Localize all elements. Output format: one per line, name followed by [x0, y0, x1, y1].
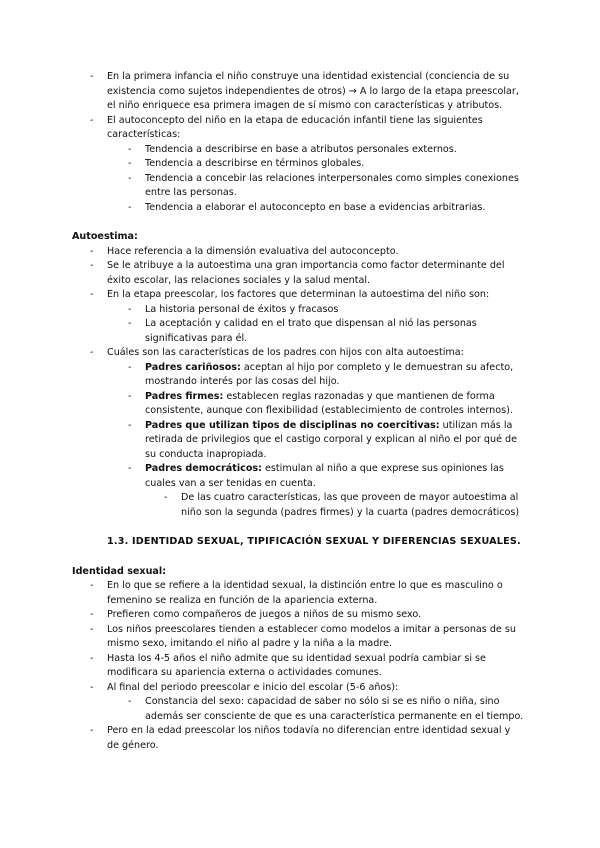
bullet-dash: - — [90, 245, 94, 257]
bullet-dash: - — [90, 609, 94, 620]
list-item — [0, 303, 600, 318]
item-text: Pero en la edad preescolar los niños todavía no diferencian entre identidad sexual y de género. — [107, 725, 511, 751]
item-text: Los niños preescolares tienden a establecer como modelos a imitar a personas de su mismo sexo, imitando el niño al padre y la niña a la madre. — [107, 623, 516, 649]
item-text: La historia personal de éxitos y fracasos — [145, 303, 339, 315]
item-text: De las cuatro características, las que proveen de mayor autoestima al niño son la segunda (padres firmes) y la cuarta (padres democráticos) — [181, 492, 520, 518]
list-item — [0, 259, 600, 288]
list-item — [0, 462, 600, 491]
list-item — [0, 652, 600, 681]
list-item — [0, 695, 600, 724]
autoestima-heading: Autoestima: — [72, 231, 138, 242]
bullet-dash: - — [128, 201, 132, 213]
bullet-dash: - — [90, 260, 94, 271]
identidad-heading: Identidad sexual: — [72, 565, 167, 577]
item-term: Padres que utilizan tipos de disciplinas no coercitivas: — [145, 419, 440, 431]
item-term: Padres cariñosos: — [145, 361, 241, 373]
list-item — [0, 317, 600, 346]
item-term: Padres firmes: — [145, 390, 224, 402]
item-text: utilizan más la retirada de privilegios que el castigo corporal y explican al niño el por qué de su conducta inapropiada. — [145, 419, 518, 460]
bullet-dash: - — [128, 390, 132, 402]
item-text: Tendencia a describirse en términos globales. — [145, 158, 365, 169]
list-item — [0, 143, 600, 158]
list-item — [0, 70, 600, 114]
list-item — [0, 608, 600, 623]
list-item — [0, 579, 600, 608]
item-text: estimulan al niño a que exprese sus opiniones las cuales van a ser tenidas en cuenta. — [145, 463, 504, 489]
item-text: En la etapa preescolar, los factores que determinan la autoestima del niño son: — [107, 289, 490, 300]
list-item — [0, 623, 600, 652]
bullet-dash: - — [128, 361, 132, 373]
bullet-dash: - — [90, 71, 94, 82]
list-item — [0, 201, 600, 216]
item-text: La aceptación y calidad en el trato que dispensan al nió las personas significativas para él. — [145, 318, 477, 344]
bullet-dash: - — [90, 580, 94, 591]
item-text: Tendencia a elaborar el autoconcepto en base a evidencias arbitrarias. — [145, 201, 486, 213]
bullet-dash: - — [128, 419, 132, 431]
bullet-dash: - — [90, 681, 94, 693]
list-item — [0, 724, 600, 753]
bullet-dash: - — [90, 725, 94, 736]
section-title: 1.3. IDENTIDAD SEXUAL, TIPIFICACIÓN SEXUAL Y DIFERENCIAS SEXUALES. — [107, 536, 521, 547]
bullet-dash: - — [128, 143, 132, 155]
list-item — [0, 346, 600, 361]
item-text: aceptan al hijo por completo y le demuestran su afecto, mostrando interés por las cosas del hijo. — [145, 361, 514, 387]
item-text: Al final del periodo preescolar e inicio del escolar (5-6 años): — [107, 681, 399, 693]
item-text: Tendencia a describirse en base a atributos personales externos. — [145, 143, 457, 155]
item-text: Constancia del sexo: capacidad de saber no sólo si se es niño o niña, sino además ser consciente de que es una característica permanente en el tiempo. — [145, 696, 524, 722]
item-text: Tendencia a concebir las relaciones interpersonales como simples conexiones entre las personas. — [145, 172, 519, 198]
item-text: El autoconcepto del niño en la etapa de educación infantil tiene las siguientes características: — [107, 114, 483, 140]
item-text: En la primera infancia el niño construye una identidad existencial (conciencia de su existencia como sujetos independientes de otros) → A lo largo de la etapa preescolar, el niño enriquece esa primera imagen de sí mismo con características y atributos. — [107, 71, 519, 111]
list-item — [0, 114, 600, 143]
item-text: Hasta los 4-5 años el niño admite que su identidad sexual podría cambiar si se modificara su apariencia externa o actividades comunes. — [107, 652, 486, 678]
list-item — [0, 419, 600, 463]
list-item — [0, 390, 600, 419]
item-term: Padres democráticos: — [145, 463, 262, 474]
item-text: Prefieren como compañeros de juegos a niños de su mismo sexo. — [107, 609, 422, 620]
bullet-dash: - — [90, 289, 94, 300]
list-item — [0, 491, 600, 520]
item-text: En lo que se refiere a la identidad sexual, la distinción entre lo que es masculino o femenino se realiza en función de la apariencia externa. — [107, 580, 503, 606]
bullet-dash: - — [128, 318, 132, 329]
bullet-dash: - — [90, 623, 94, 635]
list-item — [0, 157, 600, 172]
item-text: Cuáles son las características de los padres con hijos con alta autoestima: — [107, 347, 464, 358]
list-item — [0, 245, 600, 260]
bullet-dash: - — [128, 303, 132, 315]
item-text: Hace referencia a la dimensión evaluativa del autoconcepto. — [107, 245, 399, 257]
bullet-dash: - — [90, 114, 94, 126]
bullet-dash: - — [90, 347, 94, 358]
list-item — [0, 361, 600, 390]
bullet-dash: - — [90, 652, 94, 664]
document-page — [0, 70, 600, 753]
bullet-dash: - — [128, 463, 132, 474]
item-text: establecen reglas razonadas y que mantienen de forma consistente, aunque con flexibilidad (establecimiento de controles internos). — [145, 390, 513, 416]
bullet-dash: - — [164, 492, 168, 503]
list-item — [0, 681, 600, 696]
list-item — [0, 172, 600, 201]
bullet-dash: - — [128, 696, 132, 707]
bullet-dash: - — [128, 172, 132, 184]
bullet-dash: - — [128, 158, 132, 169]
list-item — [0, 288, 600, 303]
item-text: Se le atribuye a la autoestima una gran importancia como factor determinante del éxito escolar, las relaciones sociales y la salud mental. — [107, 260, 505, 286]
